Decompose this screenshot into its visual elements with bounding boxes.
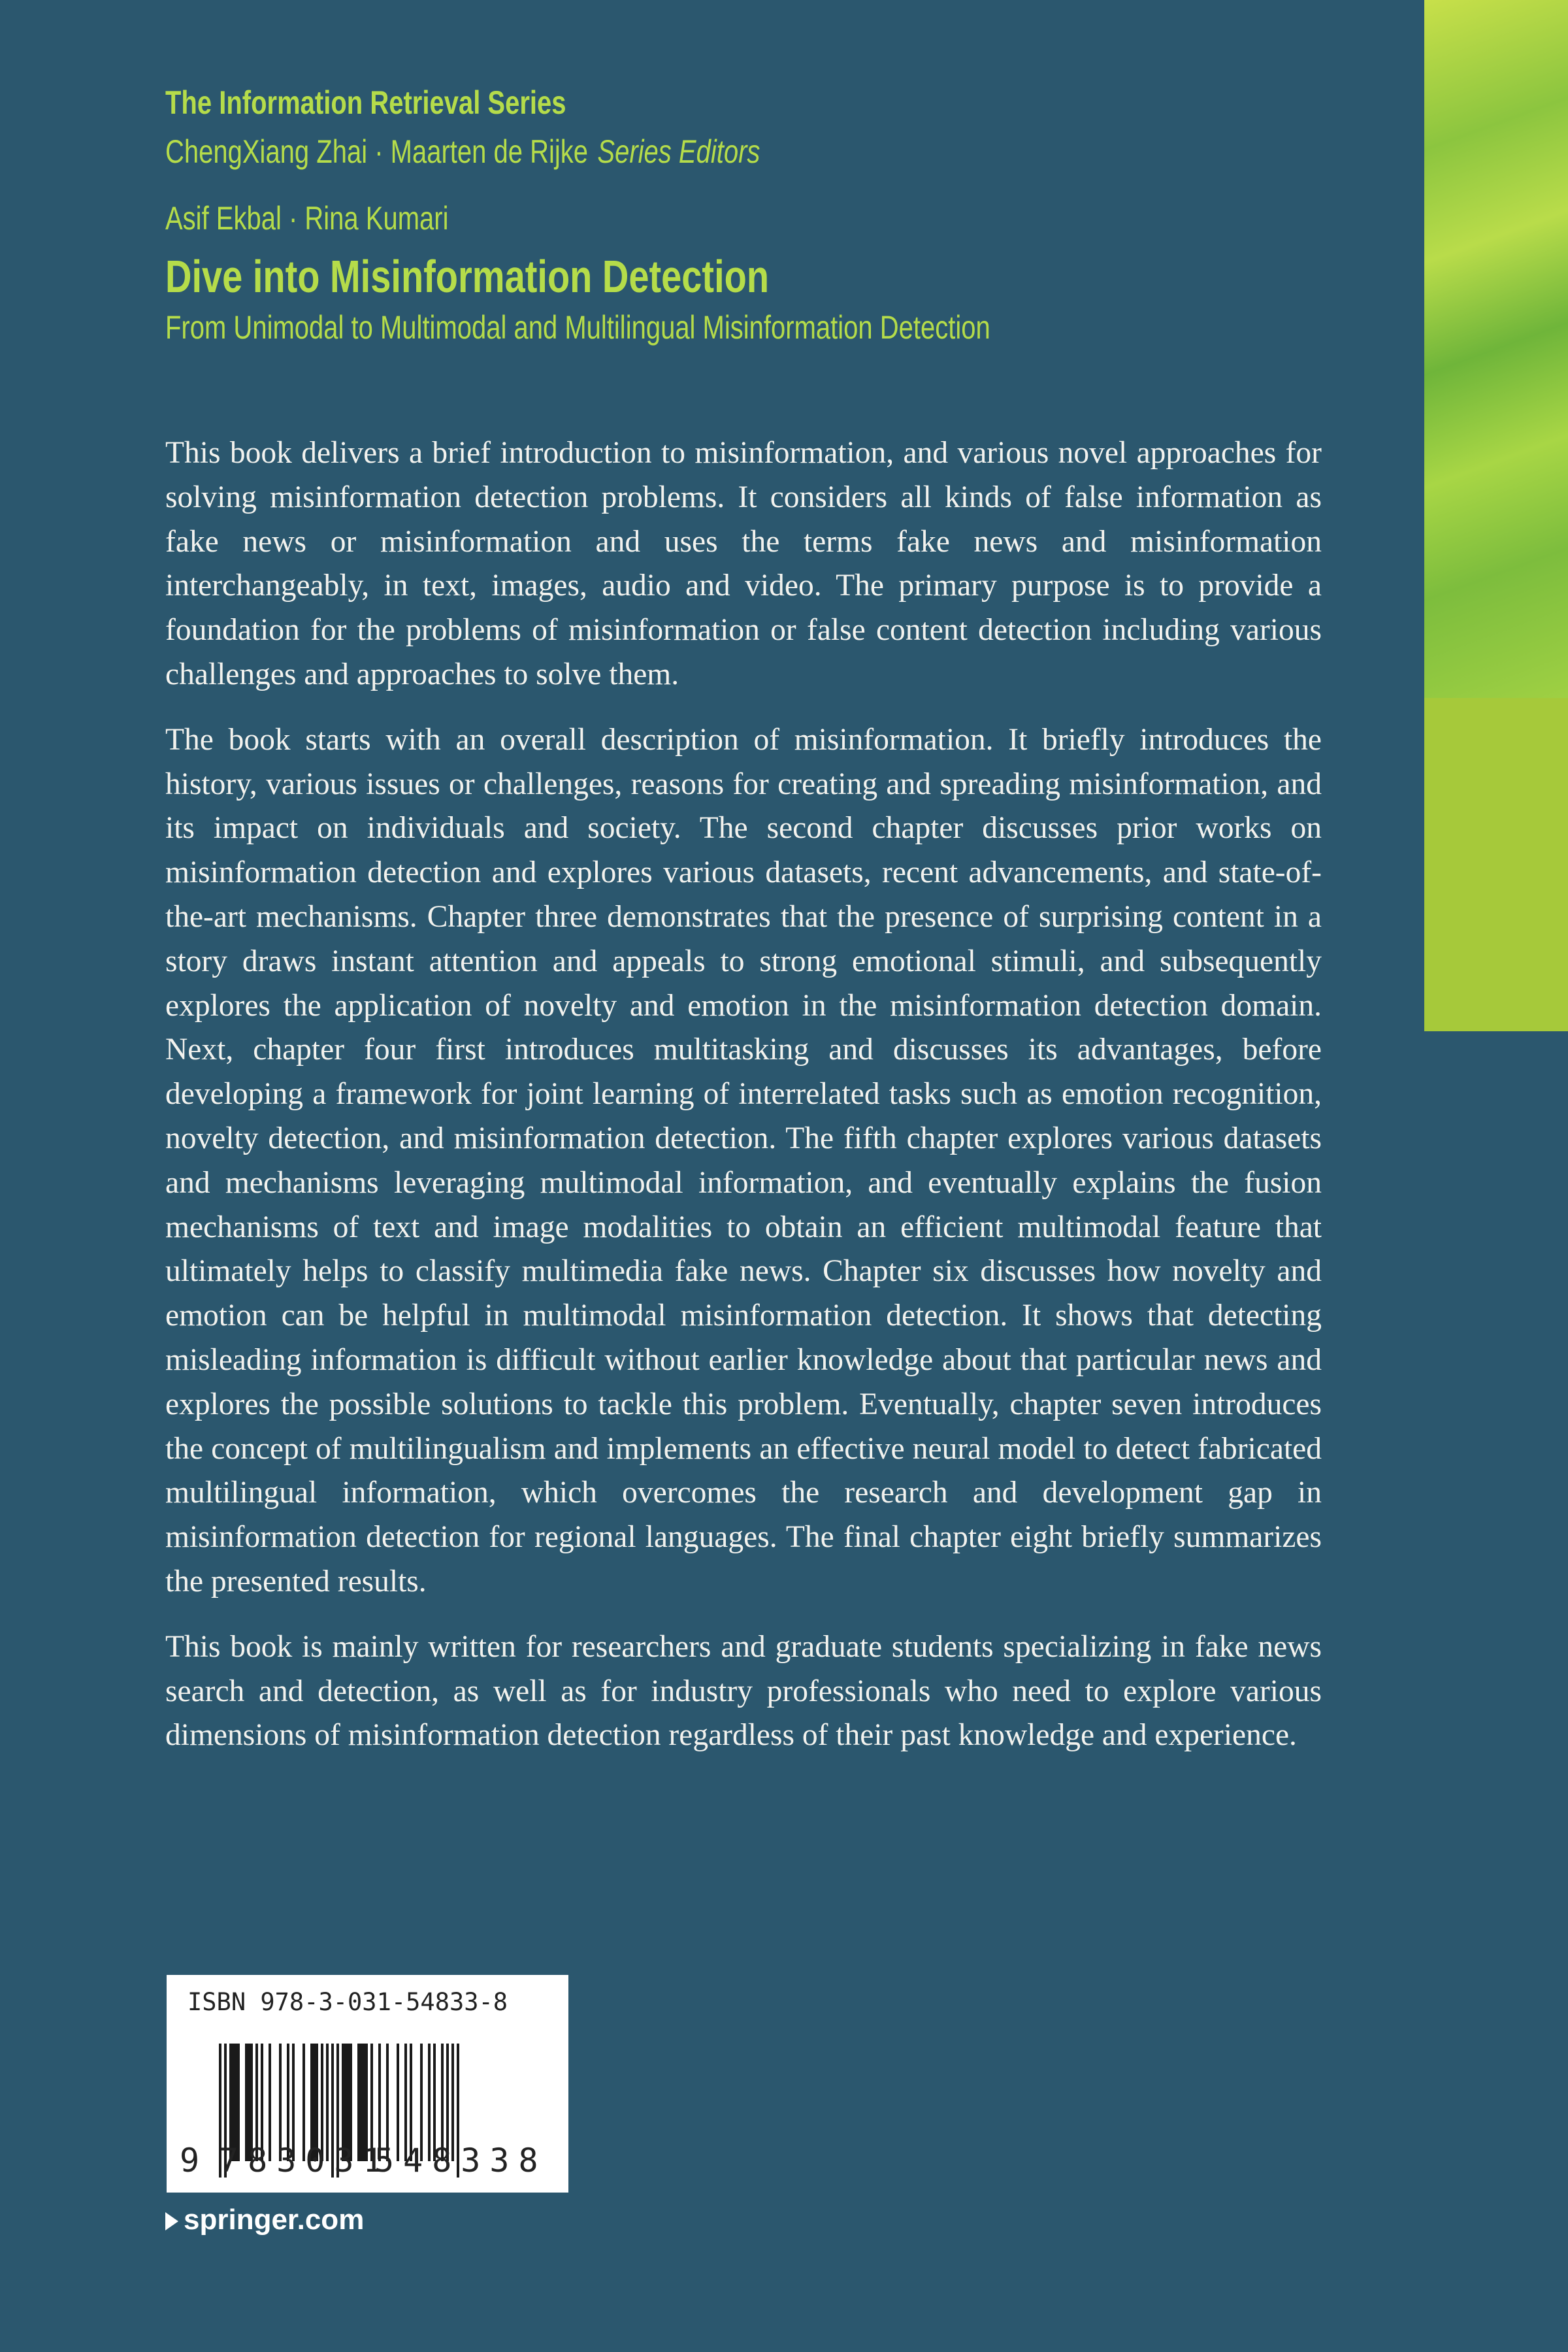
- publisher-link-text: springer.com: [184, 2204, 365, 2236]
- decorative-green-stripe: [1424, 0, 1568, 698]
- book-subtitle: From Unimodal to Multimodal and Multilingual Misinformation Detection: [165, 309, 990, 346]
- arrow-right-icon: [165, 2212, 178, 2230]
- editors-names: ChengXiang Zhai · Maarten de Rijke: [165, 133, 589, 170]
- book-title: Dive into Misinformation Detection: [165, 251, 770, 302]
- decorative-lime-stripe: [1424, 698, 1568, 1031]
- editors-role: Series Editors: [597, 133, 760, 170]
- book-authors: Asif Ekbal · Rina Kumari: [165, 200, 449, 237]
- isbn-label: ISBN 978-3-031-54833-8: [188, 1988, 508, 2016]
- description-paragraph: The book starts with an overall description of misinformation. It briefly introduces the history, various issues or challenges, reasons for creating and spreading misinformation, and its impact on individuals and society. The second chapter discusses prior works on misinformation detection and explores various datasets, recent advancements, and state-of-the-art mechanisms. Chapter three demonstrates that the presence of surprising content in a story draws instant attention and appeals to strong emotional stimuli, and subsequently explores the application of novelty and emotion in the misinformation detection domain. Next, chapter four first introduces multitasking and discusses its advantages, before developing a framework for joint learning of interrelated tasks such as emotion recognition, novelty detection, and misinformation detection. The fifth chapter explores various datasets and mechanisms leveraging multimodal information, and eventually explains the fusion mechanisms of text and image modalities to obtain an efficient multimodal feature that ultimately helps to classify multimedia fake news. Chapter six discusses how novelty and emotion can be helpful in multimodal misinformation detection. It shows that detecting misleading information is difficult without earlier knowledge about that particular news and explores the possible solutions to tackle this problem. Eventually, chapter seven introduces the concept of multilingualism and implements an effective neural model to detect fabricated multilingual information, which overcomes the research and development gap in misinformation detection for regional languages. The final chapter eight briefly summarizes the presented results.: [165, 722, 1322, 1598]
- description-paragraph: This book is mainly written for researchers and graduate students specializing in fake news search and detection, as well as for industry professionals who need to explore various dimensions of misinformation detection regardless of their past knowledge and experience.: [165, 1629, 1322, 1753]
- barcode-digits-right: 548338: [374, 2142, 547, 2179]
- series-editors: [165, 133, 760, 171]
- barcode-digits-left: 783031: [219, 2142, 392, 2179]
- isbn-barcode: [167, 1975, 568, 2193]
- barcode-digit-first: 9: [180, 2142, 200, 2179]
- description-paragraph: This book delivers a brief introduction to misinformation, and various novel approaches for solving misinformation detection problems. It considers all kinds of false information as fake news or misinformation and uses the terms fake news and misinformation interchangeably, in text, images, audio and video. The primary purpose is to provide a foundation for the problems of misinformation or false content detection including various challenges and approaches to solve them.: [165, 436, 1322, 691]
- publisher-link[interactable]: [165, 2204, 364, 2236]
- series-name: The Information Retrieval Series: [165, 84, 566, 121]
- book-description: [165, 431, 1322, 1779]
